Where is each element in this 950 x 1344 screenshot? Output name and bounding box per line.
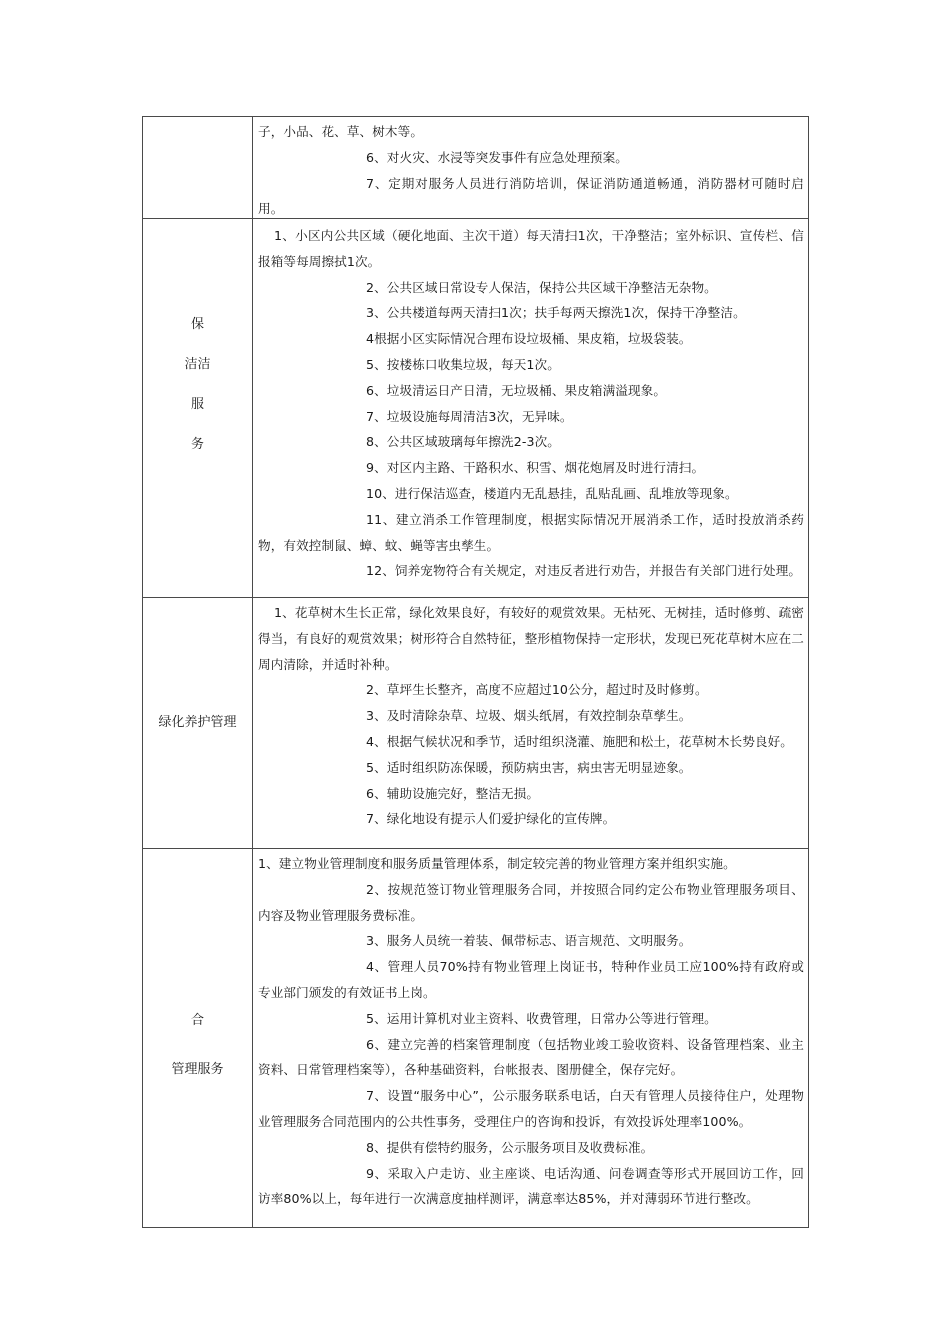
row-content-cell (253, 117, 809, 219)
paragraph: 1、小区内公共区域（硬化地面、主次干道）每天清扫1次，干净整洁；室外标识、宣传栏、信报箱等每周擦拭1次。 (258, 228, 804, 269)
table-row-greening-maintenance (143, 598, 809, 849)
paragraph: 7、设置“服务中心”，公示服务联系电话，白天有管理人员接待住户，处理物业管理服务合同范围内的公共性事务，受理住户的咨询和投诉，有效投诉处理率100%。 (258, 1088, 804, 1129)
paragraph: 5、适时组织防冻保暖，预防病虫害，病虫害无明显迹象。 (366, 759, 692, 775)
service-standards-table (142, 116, 809, 1228)
row-label: 合 (190, 1013, 204, 1028)
paragraph: 9、采取入户走访、业主座谈、电话沟通、问卷调查等形式开展回访工作，回访率80%以上，每年进行一次满意度抽样测评，满意率达85%，并对薄弱环节进行整改。 (258, 1165, 804, 1207)
row-content-cell (253, 598, 809, 849)
paragraph: 3、及时清除杂草、垃圾、烟头纸屑，有效控制杂草孳生。 (366, 708, 692, 724)
table-row-comprehensive-management (143, 849, 809, 1228)
row-label: 洁洁 (184, 357, 211, 372)
row-content-cell (253, 849, 809, 1228)
paragraph: 6、建立完善的档案管理制度（包括物业竣工验收资料、设备管理档案、业主资料、日常管理档案等），各种基础资料，台帐报表、图册健全，保存完好。 (258, 1036, 804, 1078)
paragraph: 1、花草树木生长正常，绿化效果良好，有较好的观赏效果。无枯死、无树挂，适时修剪、疏密得当，有良好的观赏效果；树形符合自然特征，整形植物保持一定形状，发现已死花草树木应在二周内清除，并适时补种。 (258, 605, 804, 672)
paragraph: 5、运用计算机对业主资料、收费管理，日常办公等进行管理。 (366, 1010, 717, 1026)
paragraph: 6、对火灾、水浸等突发事件有应急处理预案。 (366, 149, 628, 165)
paragraph: 5、按楼栋口收集垃圾，每天1次。 (366, 356, 560, 372)
table-row-security-continued (143, 117, 809, 219)
paragraph: 4、管理人员70%持有物业管理上岗证书，特种作业员工应100%持有政府或专业部门颁发的有效证书上岗。 (258, 959, 804, 1000)
paragraph: 1、建立物业管理制度和服务质量管理体系，制定较完善的物业管理方案并组织实施。 (258, 856, 736, 871)
row-label: 服 (190, 397, 204, 412)
row-label-cell (143, 117, 253, 219)
paragraph: 7、定期对服务人员进行消防培训，保证消防通道畅通，消防器材可随时启用。 (258, 175, 804, 217)
paragraph: 3、服务人员统一着装、佩带标志、语言规范、文明服务。 (366, 933, 692, 949)
paragraph: 9、对区内主路、干路积水、积雪、烟花炮屑及时进行清扫。 (366, 460, 705, 476)
paragraph: 10、进行保洁巡查，楼道内无乱悬挂，乱贴乱画、乱堆放等现象。 (366, 485, 738, 501)
row-content-cell (253, 219, 809, 598)
row-label-cell (143, 598, 253, 849)
paragraph: 子，小品、花、草、树木等。 (258, 124, 424, 139)
paragraph: 3、公共楼道每两天清扫1次；扶手每两天擦洗1次，保持干净整洁。 (366, 305, 746, 321)
paragraph: 6、垃圾清运日产日清，无垃圾桶、果皮箱满溢现象。 (366, 382, 667, 398)
row-label: 务 (190, 437, 204, 452)
row-label: 管理服务 (171, 1062, 224, 1077)
paragraph: 6、辅助设施完好，整洁无损。 (366, 785, 540, 801)
paragraph: 2、公共区域日常设专人保洁，保持公共区域干净整洁无杂物。 (366, 279, 717, 295)
paragraph: 7、垃圾设施每周清洁3次，无异味。 (366, 408, 573, 424)
row-label-cell (143, 219, 253, 598)
row-label: 保 (190, 317, 204, 332)
paragraph: 11、建立消杀工作管理制度，根据实际情况开展消杀工作，适时投放消杀药物，有效控制鼠、蟑、蚊、蝇等害虫孳生。 (258, 511, 804, 553)
paragraph: 4根据小区实际情况合理布设垃圾桶、果皮箱，垃圾袋装。 (366, 331, 692, 347)
paragraph: 8、提供有偿特约服务，公示服务项目及收费标准。 (366, 1139, 654, 1155)
paragraph: 12、饲养宠物符合有关规定，对违反者进行劝告，并报告有关部门进行处理。 (366, 563, 802, 579)
row-label: 绿化养护管理 (158, 715, 237, 730)
paragraph: 2、按规范签订物业管理服务合同，并按照合同约定公布物业管理服务项目、内容及物业管理服务费标准。 (258, 881, 804, 923)
table-row-cleaning-service (143, 219, 809, 598)
paragraph: 4、根据气候状况和季节，适时组织浇灌、施肥和松土，花草树木长势良好。 (366, 733, 794, 749)
paragraph: 8、公共区域玻璃每年擦洗2-3次。 (366, 434, 561, 450)
row-label-cell (143, 849, 253, 1228)
paragraph: 2、草坪生长整齐，高度不应超过10公分，超过时及时修剪。 (366, 682, 708, 698)
paragraph: 7、绿化地设有提示人们爱护绿化的宣传牌。 (366, 811, 616, 827)
